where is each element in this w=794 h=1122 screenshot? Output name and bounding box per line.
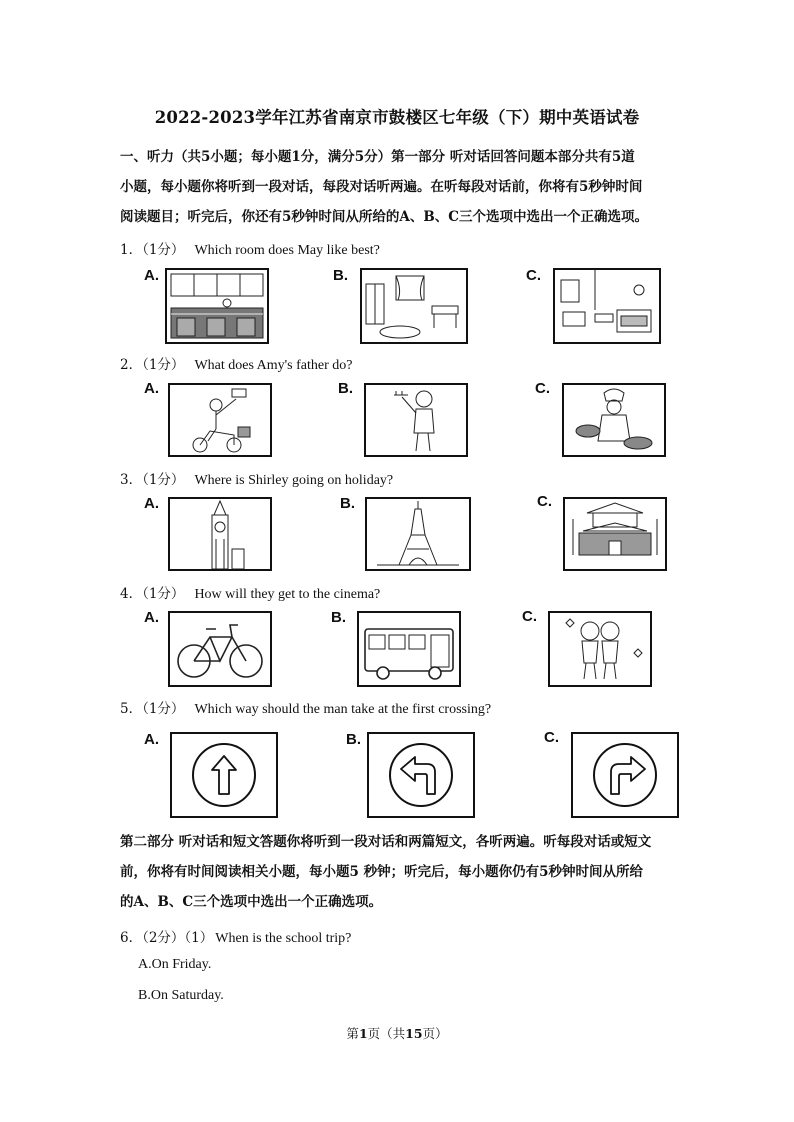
walking-children-icon bbox=[550, 613, 650, 685]
bicycle-icon bbox=[170, 613, 270, 685]
turn-left-sign bbox=[367, 732, 475, 818]
tiananmen-icon bbox=[565, 499, 665, 569]
waiter-picture bbox=[364, 383, 468, 457]
question-text: When is the school trip? bbox=[215, 931, 352, 946]
bus-picture bbox=[357, 611, 461, 687]
eiffel-tower-icon bbox=[367, 499, 469, 569]
cook-icon bbox=[564, 385, 664, 455]
page-number: 1 bbox=[358, 1026, 368, 1041]
option-b-label: B. bbox=[340, 495, 355, 512]
footer-text: 页（共 bbox=[367, 1026, 406, 1041]
option-c-label: C. bbox=[535, 380, 550, 397]
option-c-label: C. bbox=[544, 729, 559, 746]
tiananmen-picture bbox=[563, 497, 667, 571]
instruction-line: 前，你将有时间阅读相关小题，每小题5 秒钟；听完后，每小题你仍有5秒钟时间从所给 bbox=[120, 864, 643, 880]
option-a-label: A. bbox=[144, 380, 159, 397]
total-pages: 15 bbox=[405, 1026, 423, 1041]
option-b-label: B. bbox=[338, 380, 353, 397]
question-number: 2．（1分） bbox=[120, 357, 185, 373]
question-1 bbox=[120, 238, 380, 259]
option-b-label: B. bbox=[346, 731, 361, 748]
up-arrow-icon bbox=[172, 734, 276, 816]
bedroom-icon bbox=[362, 270, 466, 342]
listening-instructions bbox=[120, 142, 680, 232]
option-a-label: A. bbox=[144, 609, 159, 626]
question-number: 3．（1分） bbox=[120, 472, 185, 488]
option-b-label: B. bbox=[333, 267, 348, 284]
turn-right-arrow-icon bbox=[573, 734, 677, 816]
question-5 bbox=[120, 697, 491, 718]
instruction-line: 的A、B、C三个选项中选出一个正确选项。 bbox=[120, 894, 383, 910]
option-a-label: A. bbox=[144, 267, 159, 284]
walking-children-picture bbox=[548, 611, 652, 687]
option-c-label: C. bbox=[526, 267, 541, 284]
living-room-picture bbox=[553, 268, 661, 344]
footer-text: 页） bbox=[422, 1026, 448, 1041]
kitchen-picture bbox=[165, 268, 269, 344]
footer-text: 第 bbox=[346, 1026, 359, 1041]
choice-b[interactable]: B.On Saturday. bbox=[138, 988, 224, 1003]
question-text: Which way should the man take at the first crossing? bbox=[194, 702, 492, 717]
question-number: 1．（1分） bbox=[120, 242, 185, 258]
eiffel-tower-picture bbox=[365, 497, 471, 571]
delivery-man-icon bbox=[170, 385, 270, 455]
question-text: Where is Shirley going on holiday? bbox=[194, 473, 394, 488]
turn-right-sign bbox=[571, 732, 679, 818]
choice-a[interactable]: A.On Friday. bbox=[138, 957, 212, 972]
page-footer bbox=[0, 1024, 794, 1042]
bedroom-picture bbox=[360, 268, 468, 344]
question-4 bbox=[120, 582, 380, 603]
option-c-label: C. bbox=[537, 493, 552, 510]
waiter-icon bbox=[366, 385, 466, 455]
exam-title: 2022-2023学年江苏省南京市鼓楼区七年级（下）期中英语试卷 bbox=[154, 108, 640, 127]
question-3 bbox=[120, 468, 393, 489]
bicycle-picture bbox=[168, 611, 272, 687]
big-ben-icon bbox=[170, 499, 270, 569]
big-ben-picture bbox=[168, 497, 272, 571]
question-number: 5．（1分） bbox=[120, 701, 185, 717]
living-room-icon bbox=[555, 270, 659, 342]
instruction-line: 一、听力（共5小题；每小题1分，满分5分）第一部分 听对话回答问题本部分共有5道 bbox=[120, 149, 635, 165]
instruction-line: 阅读题目；听完后，你还有5秒钟时间从所给的A、B、C三个选项中选出一个正确选项。 bbox=[120, 209, 649, 225]
question-number: 6．（2分）（1） bbox=[120, 930, 214, 946]
question-text: What does Amy's father do? bbox=[194, 358, 353, 373]
delivery-man-picture bbox=[168, 383, 272, 457]
option-a-label: A. bbox=[144, 731, 159, 748]
option-b-label: B. bbox=[331, 609, 346, 626]
question-6 bbox=[120, 926, 351, 947]
cook-picture bbox=[562, 383, 666, 457]
instruction-line: 小题，每小题你将听到一段对话，每段对话听两遍。在听每段对话前，你将有5秒钟时间 bbox=[120, 179, 643, 195]
option-a-label: A. bbox=[144, 495, 159, 512]
question-number: 4．（1分） bbox=[120, 586, 185, 602]
kitchen-icon bbox=[167, 270, 267, 342]
option-c-label: C. bbox=[522, 608, 537, 625]
go-straight-sign bbox=[170, 732, 278, 818]
turn-left-arrow-icon bbox=[369, 734, 473, 816]
part-two-instructions bbox=[120, 827, 680, 917]
question-text: Which room does May like best? bbox=[194, 243, 380, 258]
bus-icon bbox=[359, 613, 459, 685]
instruction-line: 第二部分 听对话和短文答题你将听到一段对话和两篇短文，各听两遍。听每段对话或短文 bbox=[120, 834, 652, 850]
question-text: How will they get to the cinema? bbox=[194, 587, 381, 602]
question-2 bbox=[120, 353, 352, 374]
